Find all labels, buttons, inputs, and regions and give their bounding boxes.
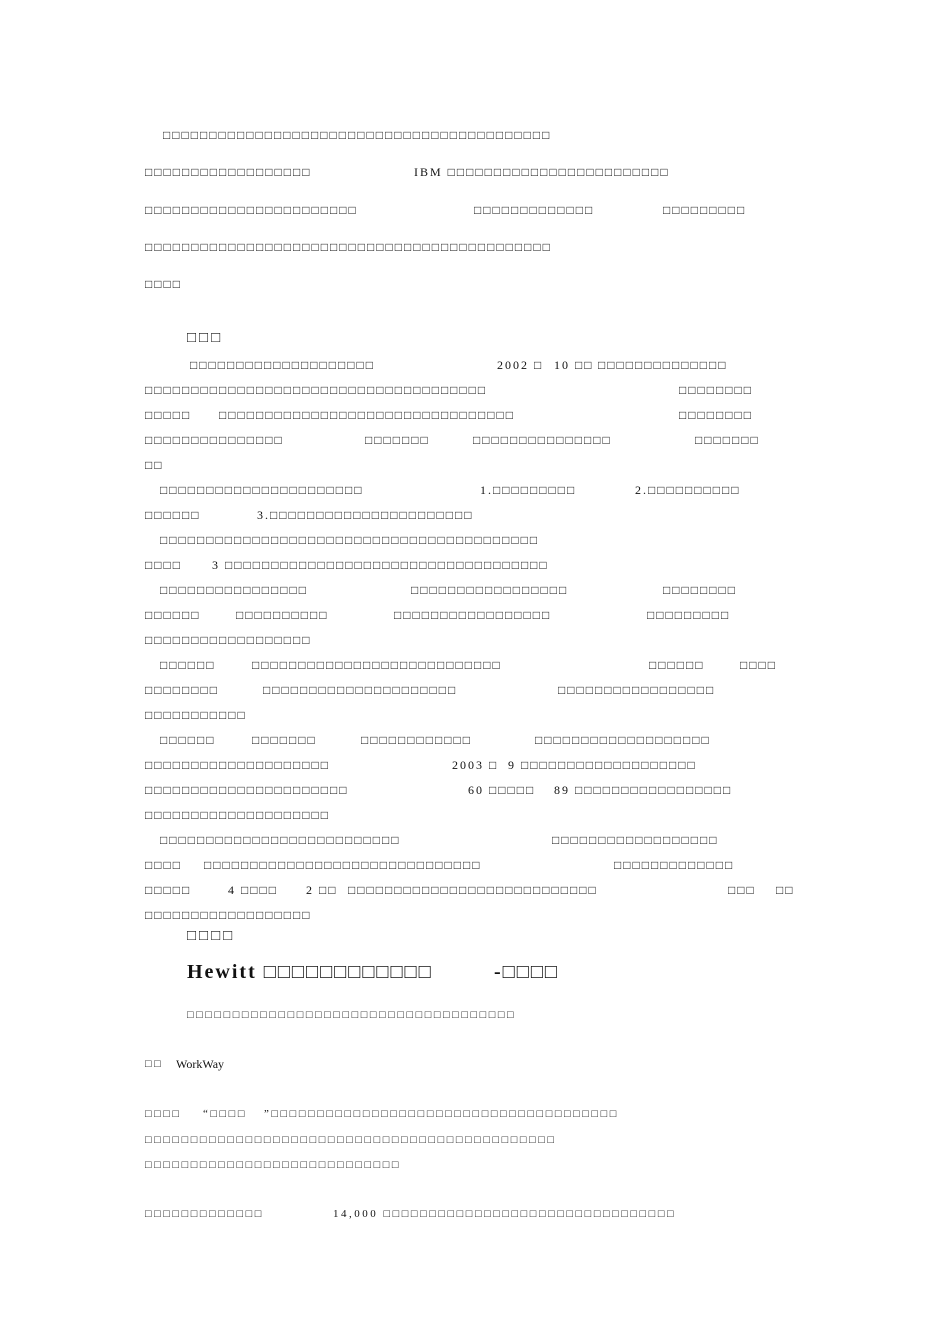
paragraph-line: 3 □□□□□□□□□□□□□□□□□□□□□□□□□□□□□□□□□□□ xyxy=(212,558,549,572)
paragraph-line: □□□□□□□□□□□□□□□□□□□□□□ xyxy=(145,783,349,797)
paragraph-line: ”□□□□□□□□□□□□□□□□□□□□□□□□□□□□□□□□□□□□□□ xyxy=(264,1108,619,1120)
paragraph-line: “□□□□ xyxy=(203,1108,247,1120)
paragraph-line: □□□□□□□□□□□□□□□□□□□□□□□□□□□□□□ xyxy=(204,858,482,872)
paragraph-line: □□□□□□□□□□ xyxy=(236,608,329,622)
paragraph-line: WorkWay xyxy=(176,1057,225,1071)
paragraph-line: □□□□□□□□□□□□□□□□□ xyxy=(394,608,552,622)
paragraph-line: □□□□□□□□□□□□□□□□□□□□□□□□□□□□□□□□□□□□ xyxy=(187,1009,517,1021)
paragraph-line: □□□□□□ xyxy=(160,658,216,672)
paragraph-line: □□□□ xyxy=(145,558,182,572)
paragraph-line: □□□□□□ xyxy=(160,733,216,747)
paragraph-line: □□□□ xyxy=(145,1108,182,1120)
section-heading: □□□□ xyxy=(187,928,236,944)
paragraph-line: □□□□□□□□□□□□□□□□ xyxy=(160,583,308,597)
paragraph-line: □□□□□□□□□□□□□□□□□□□□ xyxy=(145,758,330,772)
paragraph-line: □□□□□□□□□□□□□□□□□□□□□□□□□□ xyxy=(160,833,401,847)
paragraph-line: □□ xyxy=(776,883,795,897)
paragraph-line: □□□□ xyxy=(145,858,182,872)
paragraph-line: □□ xyxy=(145,458,164,472)
paragraph-line: □□□□□□□□□□□□□□□□□□ xyxy=(145,165,312,179)
paragraph-line: □□□□□□□□□□□□□□□□□□□□□□□□□□□ xyxy=(252,658,502,672)
paragraph-line: □□□□□□□□□□□□□□□ xyxy=(145,433,284,447)
paragraph-line: □□□□□□□□□□□□□□□□□□□□□□□□□□□□ xyxy=(145,1159,402,1171)
paragraph-line: □□□□ xyxy=(740,658,777,672)
paragraph-line: □□□ xyxy=(728,883,756,897)
paragraph-line: □□□□□□□□□□□□□□□ xyxy=(473,433,612,447)
paragraph-line: □□□□□□□□□□□□□□□□□□□□□□□□□□□□□□□□□□□□□□□□□ xyxy=(160,533,540,547)
paragraph-line: □□□□□□□□□□□□□□□□□□□□ xyxy=(145,808,330,822)
paragraph-line: □□□□□□□□□□□□□□□□□□□□□□□□□□□ xyxy=(348,883,598,897)
paragraph-line: □□□□□□ xyxy=(145,508,201,522)
paragraph-line: □□□□□□□□□□□□□□□□□□□□□□□□□□□□□□□□ xyxy=(219,408,515,422)
paragraph-line: 60 □□□□□ xyxy=(468,783,536,797)
paragraph-line: □□□□□□□□□ xyxy=(647,608,731,622)
paragraph-line: 14,000 □□□□□□□□□□□□□□□□□□□□□□□□□□□□□□□□ xyxy=(333,1208,677,1220)
paragraph-line: 2002 □ xyxy=(497,358,544,372)
paragraph-line: □□□□□□□□□□□□□ xyxy=(474,203,595,217)
paragraph-line: □□□□□□ xyxy=(145,608,201,622)
paragraph-line: □□□□□□□□□□□□□ xyxy=(614,858,735,872)
paragraph-line: 2.□□□□□□□□□□ xyxy=(635,483,741,497)
paragraph-line: □□□□□□□□□□□□□□□□□□□□□□ xyxy=(160,483,364,497)
article-title: -□□□□ xyxy=(494,961,559,983)
paragraph-line: □□□□□□□□□□□□□□□□□□□ xyxy=(535,733,711,747)
paragraph-line: 4 □□□□ xyxy=(228,883,278,897)
paragraph-line: □□□□□□□ xyxy=(365,433,430,447)
paragraph-line: □□□□□□□□□ xyxy=(663,203,747,217)
paragraph-line: □□□□□□□□□□□□□ xyxy=(145,1208,264,1220)
paragraph-line: 9 □□□□□□□□□□□□□□□□□□□ xyxy=(508,758,697,772)
paragraph-line: □□□□□ xyxy=(145,883,192,897)
paragraph-line: 1.□□□□□□□□□ xyxy=(480,483,577,497)
paragraph-line: □□□□□□□□□□□□□□ xyxy=(598,358,728,372)
paragraph-line: □□□□□□□□□□□□□□□□□□□□□ xyxy=(263,683,458,697)
paragraph-line: 2003 □ xyxy=(452,758,499,772)
paragraph-line: □□ xyxy=(145,1058,164,1070)
paragraph-line: □□□□□□□ xyxy=(252,733,317,747)
paragraph-line: □□□□□□□□□□□□□□□□□□ xyxy=(145,633,312,647)
paragraph-line: 3.□□□□□□□□□□□□□□□□□□□□□□ xyxy=(257,508,474,522)
paragraph-line: □□□□□□□□□□□□ xyxy=(361,733,472,747)
paragraph-line: □□□□□ xyxy=(145,408,192,422)
paragraph-line: □□□□□□□□□□□□□□□□□□□□□□□□□□□□□□□□□□□□□□□□□□ xyxy=(163,128,552,142)
section-heading: □□□ xyxy=(187,330,224,346)
paragraph-line: □□□□□□□□ xyxy=(663,583,737,597)
paragraph-line: □□□□□□□□□□□□□□□□□□□□ xyxy=(190,358,375,372)
paragraph-line: □□□□□□□□ xyxy=(145,683,219,697)
paragraph-line: □□□□□□□□□□□□□□□□□□□□□□□□□□□□□□□□□□□□□□□□□□□□□ xyxy=(145,1134,557,1146)
paragraph-line: □□□□□□□□□□□□□□□□□□□□□□□□□□□□□□□□□□□□□ xyxy=(145,383,488,397)
paragraph-line: □□□□ xyxy=(145,277,182,291)
paragraph-line: □□□□□□ xyxy=(649,658,705,672)
paragraph-line: 10 □□ xyxy=(554,358,594,372)
paragraph-line: □□□□□□□□□□□□□□□□□□ xyxy=(552,833,719,847)
paragraph-line: □□□□□□□□ xyxy=(679,383,753,397)
paragraph-line: □□□□□□□ xyxy=(695,433,760,447)
paragraph-line: □□□□□□□□□□□□□□□□□ xyxy=(411,583,569,597)
paragraph-line: 2 □□ xyxy=(306,883,338,897)
paragraph-line: IBM □□□□□□□□□□□□□□□□□□□□□□□□ xyxy=(414,165,670,179)
paragraph-line: □□□□□□□□□□□□□□□□□ xyxy=(558,683,716,697)
article-title: Hewitt □□□□□□□□□□□□ xyxy=(187,961,433,983)
paragraph-line: □□□□□□□□□□□□□□□□□□□□□□□□□□□□□□□□□□□□□□□□□□□□ xyxy=(145,240,552,254)
paragraph-line: □□□□□□□□□□□□□□□□□□ xyxy=(145,908,312,922)
paragraph-line: □□□□□□□□□□□ xyxy=(145,708,247,722)
paragraph-line: □□□□□□□□ xyxy=(679,408,753,422)
paragraph-line: □□□□□□□□□□□□□□□□□□□□□□□ xyxy=(145,203,358,217)
paragraph-line: 89 □□□□□□□□□□□□□□□□□ xyxy=(554,783,733,797)
